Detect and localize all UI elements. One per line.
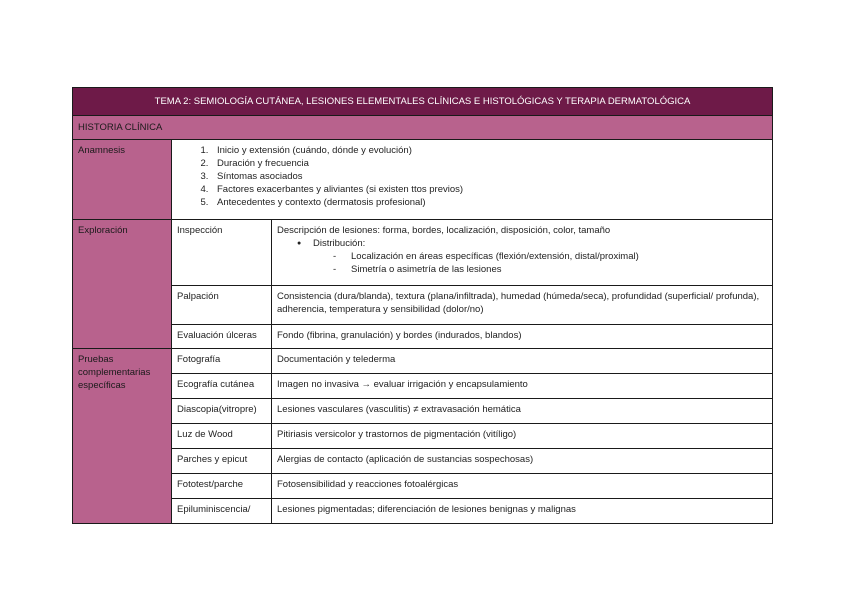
section-header: HISTORIA CLÍNICA: [73, 116, 773, 140]
bullet-text: Distribución:: [313, 238, 366, 249]
list-item: [313, 237, 767, 276]
prueba-label: Diascopia(vitropre): [172, 399, 272, 424]
table-row: [73, 374, 773, 399]
inspeccion-row: [73, 220, 773, 286]
list-item: 1. Inicio y extensión (cuándo, dónde y evolución): [211, 144, 767, 157]
prueba-text: Pitiriasis versicolor y trastornos de pigmentación (vitíligo): [272, 424, 773, 449]
ulceras-content: Fondo (fibrina, granulación) y bordes (indurados, blandos): [272, 325, 773, 349]
anamnesis-row: [73, 140, 773, 220]
prueba-text: Lesiones vasculares (vasculitis) ≠ extravasación hemática: [272, 399, 773, 424]
prueba-label: Luz de Wood: [172, 424, 272, 449]
table-row: [73, 449, 773, 474]
prueba-label: Ecografía cutánea: [172, 374, 272, 399]
list-item: 5. Antecedentes y contexto (dermatosis profesional): [211, 196, 767, 209]
inspeccion-description: Descripción de lesiones: forma, bordes, localización, disposición, color, tamaño: [277, 225, 611, 236]
table-row: [73, 474, 773, 499]
table-row: [73, 424, 773, 449]
list-item: 4. Factores exacerbantes y aliviantes (si existen ttos previos): [211, 183, 767, 196]
list-item: 2. Duración y frecuencia: [211, 157, 767, 170]
ulceras-label: Evaluación úlceras: [172, 325, 272, 349]
prueba-text: Documentación y telederma: [272, 349, 773, 374]
inspeccion-content: [272, 220, 773, 286]
prueba-text: Lesiones pigmentadas; diferenciación de lesiones benignas y malignas: [272, 499, 773, 524]
prueba-text: Fotosensibilidad y reacciones fotoalérgicas: [272, 474, 773, 499]
anamnesis-content: [172, 140, 773, 220]
list-item: - Localización en áreas específicas (flexión/extensión, distal/proximal): [351, 250, 767, 263]
anamnesis-label: Anamnesis: [73, 140, 172, 220]
ulceras-row: [73, 325, 773, 349]
table-row: [73, 499, 773, 524]
list-item: - Simetría o asimetría de las lesiones: [351, 263, 767, 276]
palpacion-label: Palpación: [172, 286, 272, 325]
inspeccion-label: Inspección: [172, 220, 272, 286]
list-item: 3. Síntomas asociados: [211, 170, 767, 183]
prueba-label: Epiluminiscencia/: [172, 499, 272, 524]
prueba-label: Parches y epicut: [172, 449, 272, 474]
historia-clinica-table: [72, 87, 773, 524]
document-title: TEMA 2: SEMIOLOGÍA CUTÁNEA, LESIONES ELEMENTALES CLÍNICAS E HISTOLÓGICAS Y TERAPIA DERMATOLÓGICA: [73, 88, 773, 116]
table-row: [73, 399, 773, 424]
prueba-text: Imagen no invasiva → evaluar irrigación y encapsulamiento: [272, 374, 773, 399]
exploracion-label: Exploración: [73, 220, 172, 349]
prueba-label: Fotografía: [172, 349, 272, 374]
prueba-label: Fototest/parche: [172, 474, 272, 499]
inspeccion-bullet-list: [277, 237, 767, 276]
palpacion-content: Consistencia (dura/blanda), textura (plana/infiltrada), humedad (húmeda/seca), profundidad (superficial/ profunda), adherencia, temperatura y sensibilidad (dolor/no): [272, 286, 773, 325]
prueba-text: Alergias de contacto (aplicación de sustancias sospechosas): [272, 449, 773, 474]
pruebas-label: Pruebas complementarias específicas: [73, 349, 172, 524]
distribucion-dash-list: [313, 250, 767, 276]
table-row: [73, 349, 773, 374]
anamnesis-list: [177, 144, 767, 209]
palpacion-row: [73, 286, 773, 325]
